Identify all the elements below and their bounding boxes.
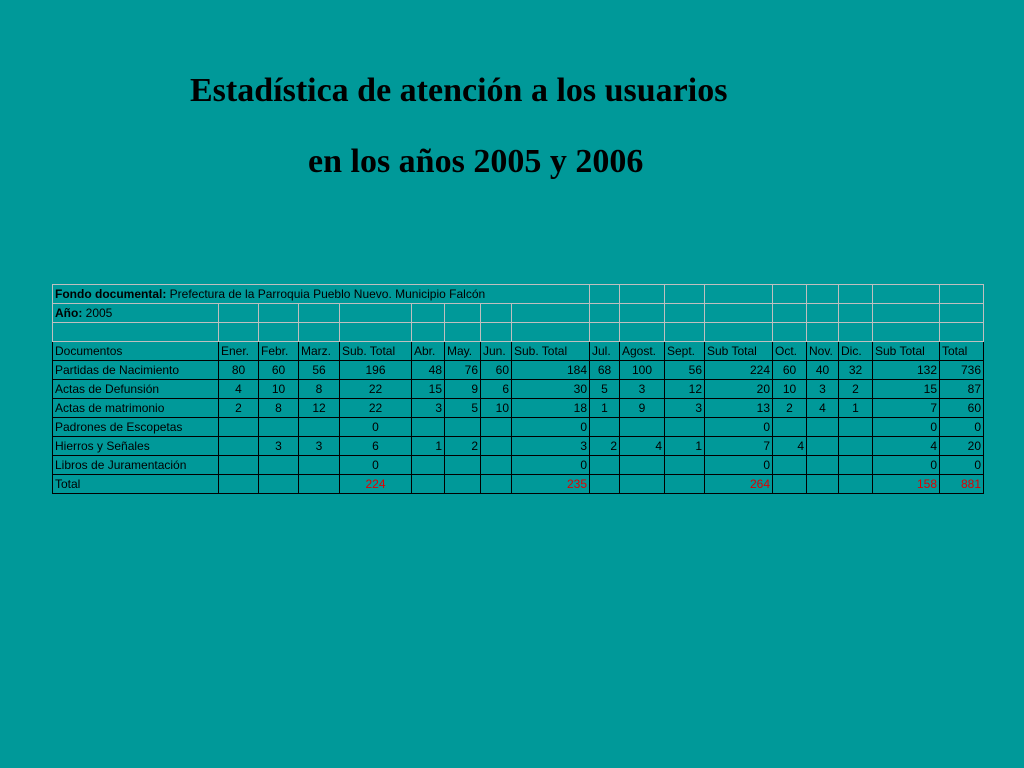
statistics-table — [52, 284, 984, 494]
table-cell: 87 — [940, 380, 984, 399]
column-header: Ener. — [219, 342, 259, 361]
table-cell: 8 — [299, 380, 340, 399]
fondo-cell — [53, 285, 590, 304]
table-cell: 60 — [940, 399, 984, 418]
table-cell — [259, 456, 299, 475]
table-cell: 2 — [590, 437, 620, 456]
table-cell: 4 — [873, 437, 940, 456]
table-cell: 0 — [873, 456, 940, 475]
table-cell — [412, 456, 445, 475]
table-cell — [412, 418, 445, 437]
table-cell: 5 — [445, 399, 481, 418]
column-header: Total — [940, 342, 984, 361]
table-cell: 7 — [705, 437, 773, 456]
column-header: Marz. — [299, 342, 340, 361]
table-cell — [665, 456, 705, 475]
table-cell: 15 — [873, 380, 940, 399]
column-header-row — [53, 342, 984, 361]
table-cell: 224 — [705, 361, 773, 380]
table-cell — [481, 475, 512, 494]
table-cell: 22 — [340, 399, 412, 418]
row-label: Libros de Juramentación — [53, 456, 219, 475]
table-cell — [481, 418, 512, 437]
column-header: Sub Total — [873, 342, 940, 361]
table-cell — [590, 456, 620, 475]
table-cell: 235 — [512, 475, 590, 494]
table-cell: 68 — [590, 361, 620, 380]
table-cell: 18 — [512, 399, 590, 418]
table-cell: 32 — [839, 361, 873, 380]
table-cell: 0 — [340, 418, 412, 437]
table-cell: 22 — [340, 380, 412, 399]
table-cell — [481, 456, 512, 475]
table-cell: 264 — [705, 475, 773, 494]
column-header: Agost. — [620, 342, 665, 361]
column-header: Jul. — [590, 342, 620, 361]
table-cell: 60 — [259, 361, 299, 380]
column-header: Abr. — [412, 342, 445, 361]
fondo-value: Prefectura de la Parroquia Pueblo Nuevo. Municipio Falcón — [166, 287, 486, 301]
table-cell: 0 — [705, 456, 773, 475]
table-cell: 60 — [481, 361, 512, 380]
column-header: Sub. Total — [512, 342, 590, 361]
table-row — [53, 399, 984, 418]
table-cell: 2 — [445, 437, 481, 456]
table-cell: 20 — [940, 437, 984, 456]
table-cell — [412, 475, 445, 494]
table-meta-section — [53, 285, 984, 342]
table-cell: 10 — [481, 399, 512, 418]
anio-value: 2005 — [82, 306, 113, 320]
table-cell: 13 — [705, 399, 773, 418]
table-cell: 56 — [665, 361, 705, 380]
table-cell: 15 — [412, 380, 445, 399]
table-cell: 4 — [620, 437, 665, 456]
total-row — [53, 475, 984, 494]
table-cell: 1 — [412, 437, 445, 456]
table-cell: 60 — [773, 361, 807, 380]
row-label: Actas de matrimonio — [53, 399, 219, 418]
table-cell: 10 — [773, 380, 807, 399]
column-header: Jun. — [481, 342, 512, 361]
table-cell: 100 — [620, 361, 665, 380]
table-cell — [620, 418, 665, 437]
table-cell: 0 — [940, 418, 984, 437]
table-cell: 0 — [512, 456, 590, 475]
table-cell — [481, 437, 512, 456]
table-cell: 3 — [259, 437, 299, 456]
table-cell: 4 — [219, 380, 259, 399]
column-header: Febr. — [259, 342, 299, 361]
spacer-row — [53, 323, 984, 342]
table-cell: 12 — [665, 380, 705, 399]
table-cell — [299, 418, 340, 437]
table-cell — [445, 475, 481, 494]
table-cell — [807, 418, 839, 437]
table-cell — [620, 475, 665, 494]
table-cell — [620, 456, 665, 475]
table-cell: 2 — [219, 399, 259, 418]
table-cell — [665, 475, 705, 494]
table-cell: 6 — [481, 380, 512, 399]
table-cell: 5 — [590, 380, 620, 399]
table-cell — [219, 418, 259, 437]
table-cell — [445, 456, 481, 475]
column-header: Dic. — [839, 342, 873, 361]
page-title-line1: Estadística de atención a los usuarios — [190, 72, 728, 109]
row-label: Padrones de Escopetas — [53, 418, 219, 437]
table-cell: 3 — [620, 380, 665, 399]
table-data-section — [53, 342, 984, 494]
table-cell — [590, 418, 620, 437]
column-header: Sub. Total — [340, 342, 412, 361]
table-cell — [445, 418, 481, 437]
page-title-line2: en los años 2005 y 2006 — [308, 143, 644, 180]
row-label: Partidas de Nacimiento — [53, 361, 219, 380]
table-cell — [219, 456, 259, 475]
fondo-label: Fondo documental: — [55, 287, 167, 301]
anio-row — [53, 304, 984, 323]
anio-cell — [53, 304, 219, 323]
table-cell: 9 — [445, 380, 481, 399]
table-cell — [219, 475, 259, 494]
row-label: Total — [53, 475, 219, 494]
table-cell — [773, 418, 807, 437]
table-row — [53, 418, 984, 437]
column-header: Documentos — [53, 342, 219, 361]
table-cell: 3 — [665, 399, 705, 418]
table-cell: 6 — [340, 437, 412, 456]
table-cell: 80 — [219, 361, 259, 380]
table-cell: 56 — [299, 361, 340, 380]
table-cell: 40 — [807, 361, 839, 380]
table-cell: 4 — [807, 399, 839, 418]
table-cell: 1 — [665, 437, 705, 456]
table-cell — [665, 418, 705, 437]
table-cell: 2 — [839, 380, 873, 399]
table-cell: 2 — [773, 399, 807, 418]
table-cell — [807, 456, 839, 475]
table-cell — [259, 475, 299, 494]
table-cell: 0 — [340, 456, 412, 475]
table-cell — [773, 475, 807, 494]
table-cell — [259, 418, 299, 437]
table-cell — [299, 456, 340, 475]
table-cell: 0 — [705, 418, 773, 437]
column-header: Sub Total — [705, 342, 773, 361]
table-cell: 0 — [940, 456, 984, 475]
table-cell: 30 — [512, 380, 590, 399]
anio-label: Año: — [55, 306, 83, 320]
fondo-row — [53, 285, 984, 304]
table-cell: 224 — [340, 475, 412, 494]
column-header: Oct. — [773, 342, 807, 361]
table-cell — [590, 475, 620, 494]
table-cell: 196 — [340, 361, 412, 380]
table-cell — [839, 475, 873, 494]
table-cell — [839, 437, 873, 456]
table-cell: 20 — [705, 380, 773, 399]
table-cell: 8 — [259, 399, 299, 418]
table-cell: 3 — [299, 437, 340, 456]
table-cell: 3 — [412, 399, 445, 418]
table-cell: 0 — [512, 418, 590, 437]
table-cell: 76 — [445, 361, 481, 380]
table-cell — [839, 418, 873, 437]
table-cell — [773, 456, 807, 475]
column-header: Sept. — [665, 342, 705, 361]
table-cell: 1 — [590, 399, 620, 418]
row-label: Hierros y Señales — [53, 437, 219, 456]
table-cell — [807, 437, 839, 456]
table-cell: 7 — [873, 399, 940, 418]
column-header: May. — [445, 342, 481, 361]
table-cell: 0 — [873, 418, 940, 437]
table-cell: 3 — [512, 437, 590, 456]
row-label: Actas de Defunsión — [53, 380, 219, 399]
table-cell: 48 — [412, 361, 445, 380]
table-cell: 736 — [940, 361, 984, 380]
table-cell: 184 — [512, 361, 590, 380]
table-row — [53, 361, 984, 380]
table-cell — [299, 475, 340, 494]
table-cell: 9 — [620, 399, 665, 418]
table-cell — [839, 456, 873, 475]
table-cell: 3 — [807, 380, 839, 399]
table-row — [53, 456, 984, 475]
table-cell — [219, 437, 259, 456]
table-cell: 4 — [773, 437, 807, 456]
table-row — [53, 437, 984, 456]
table-cell: 1 — [839, 399, 873, 418]
table-cell — [807, 475, 839, 494]
table-cell: 10 — [259, 380, 299, 399]
table-cell: 12 — [299, 399, 340, 418]
table-cell: 132 — [873, 361, 940, 380]
column-header: Nov. — [807, 342, 839, 361]
table-cell: 158 — [873, 475, 940, 494]
table-row — [53, 380, 984, 399]
table-cell: 881 — [940, 475, 984, 494]
